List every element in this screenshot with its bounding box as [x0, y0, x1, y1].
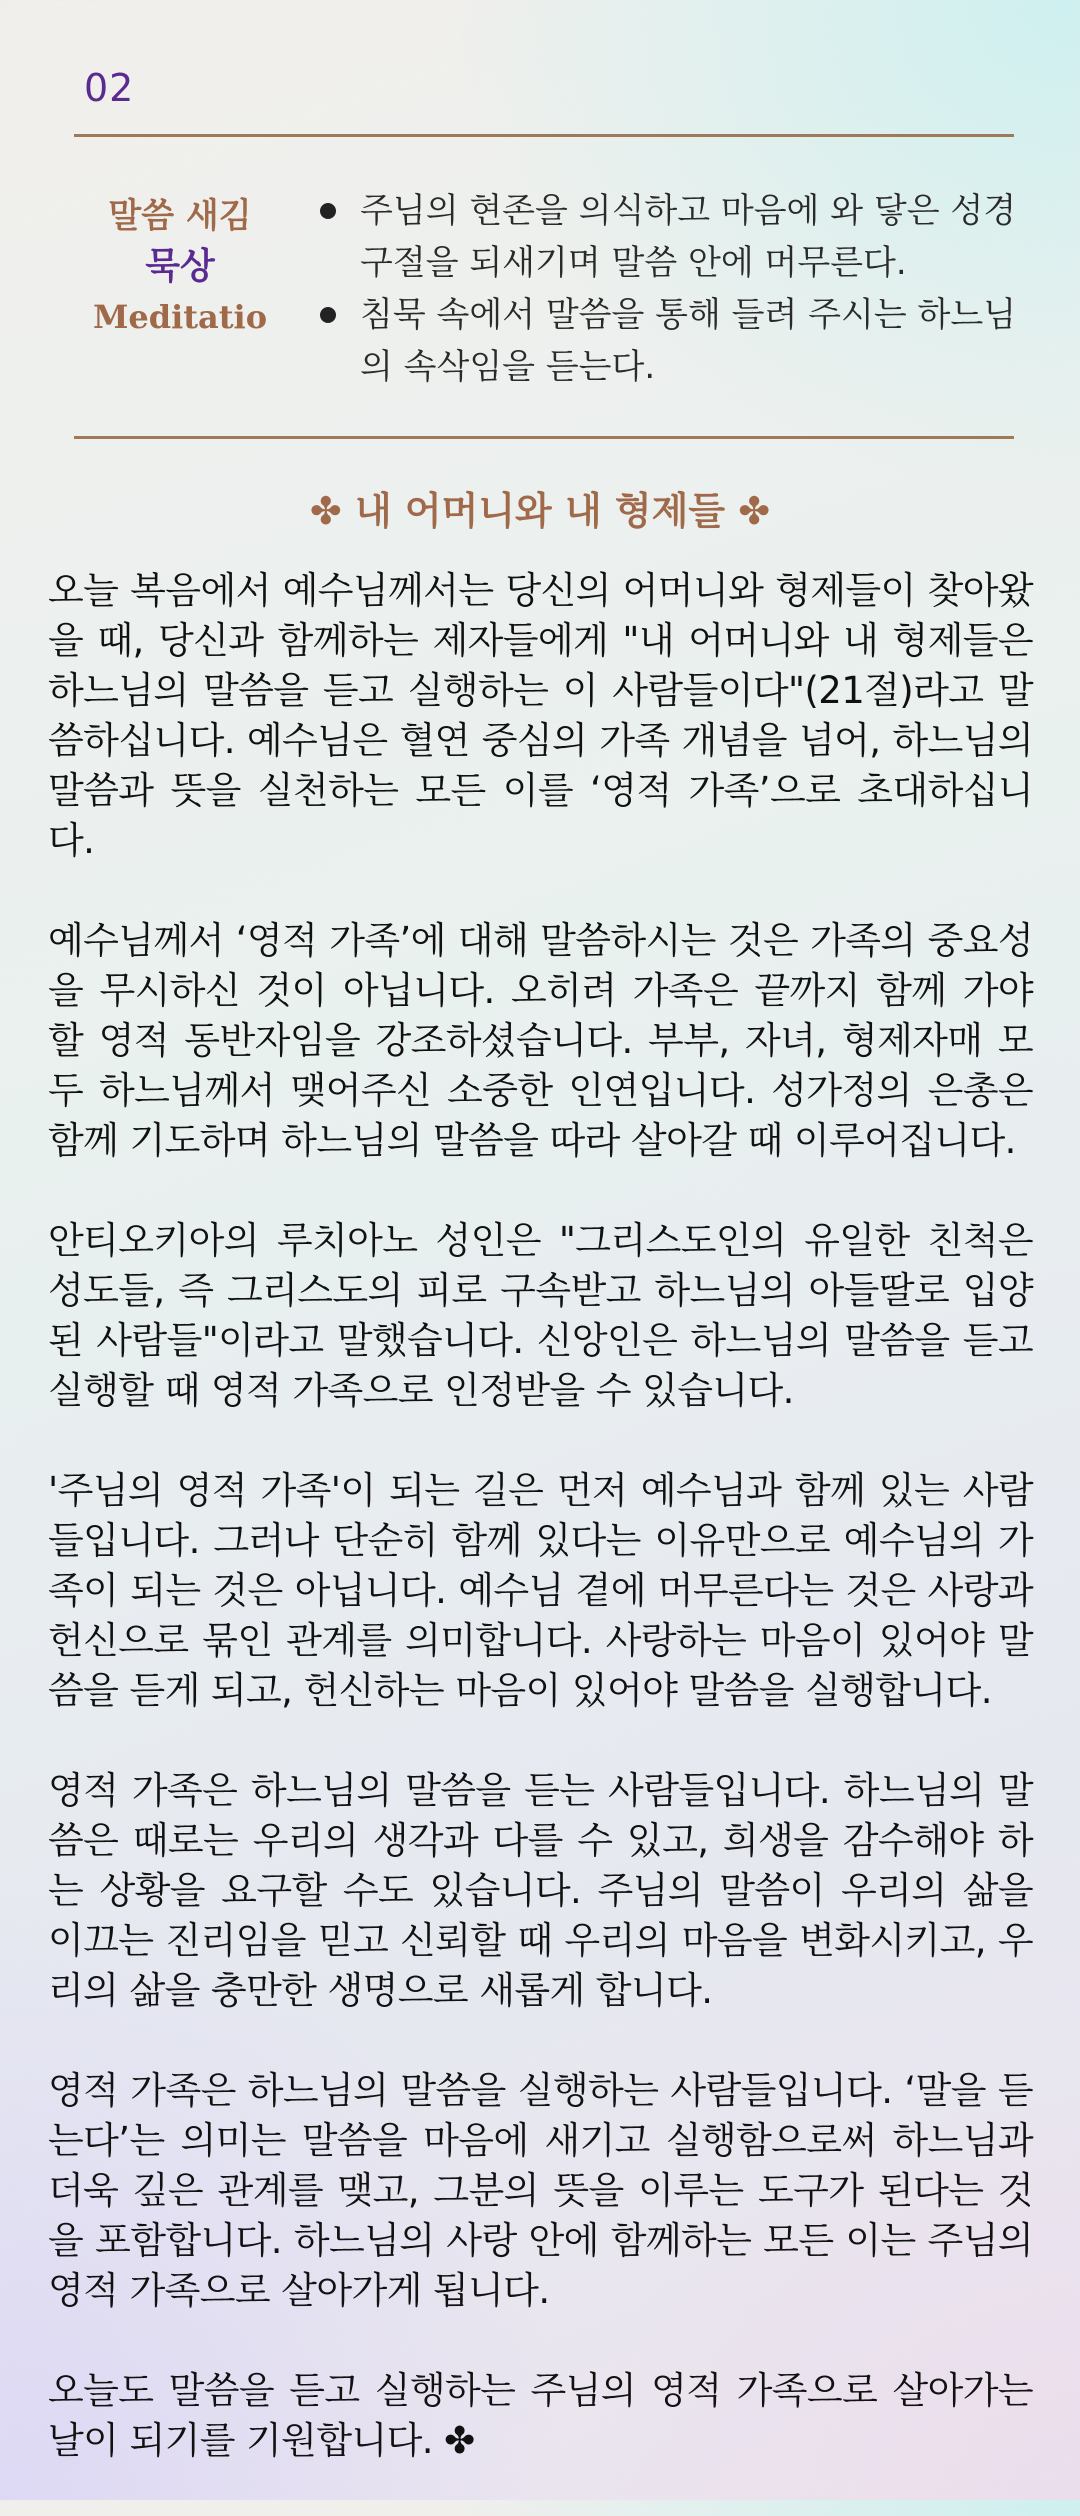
bullet-dot-icon [320, 307, 336, 323]
instruction-item [318, 185, 1018, 289]
divider-top [74, 134, 1014, 137]
instruction-text: 침묵 속에서 말씀을 통해 들려 주시는 하느님의 속삭임을 듣는다. [360, 295, 1017, 387]
clover-icon: ✤ [738, 489, 771, 533]
reflection-body [48, 566, 1033, 2516]
paragraph: 안티오키아의 루치아노 성인은 "그리스도인의 유일한 친척은 성도들, 즉 그리스도의 피로 구속받고 하느님의 아들딸로 입양된 사람들"이라고 말했습니다. 신앙인은 하느님의 말씀을 듣고 실행할 때 영적 가족으로 인정받을 수 있습니다. [48, 1219, 1033, 1412]
reflection-title: 내 어머니와 내 형제들 [354, 489, 726, 533]
step-label [70, 192, 290, 342]
clover-icon: ✤ [309, 489, 342, 533]
paragraph: 영적 가족은 하느님의 말씀을 실행하는 사람들입니다. ‘말을 듣는다’는 의미는 말씀을 마음에 새기고 실행함으로써 하느님과 더욱 깊은 관계를 맺고, 그분의 뜻을 이루는 도구가 된다는 것을 포함합니다. 하느님의 사랑 안에 함께하는 모든 이는 주님의 영적 가족으로 살아가게 됩니다. [48, 2069, 1033, 2312]
instruction-item [318, 289, 1018, 393]
closing-paragraph [48, 2366, 1033, 2466]
divider-bottom [74, 436, 1014, 439]
paragraph: 예수님께서 ‘영적 가족’에 대해 말씀하시는 것은 가족의 중요성을 무시하신 것이 아닙니다. 오히려 가족은 끝까지 함께 가야 할 영적 동반자임을 강조하셨습니다. 부부, 자녀, 형제자매 모두 하느님께서 맺어주신 소중한 인연입니다. 성가정의 은총은 함께 기도하며 하느님의 말씀을 따라 살아갈 때 이루어집니다. [48, 919, 1033, 1162]
instruction-text: 주님의 현존을 의식하고 마음에 와 닿은 성경구절을 되새기며 말씀 안에 머무른다. [360, 191, 1017, 283]
paragraph: 오늘 복음에서 예수님께서는 당신의 어머니와 형제들이 찾아왔을 때, 당신과 함께하는 제자들에게 "내 어머니와 내 형제들은 하느님의 말씀을 듣고 실행하는 이 사람들이다"(21절)라고 말씀하십니다. 예수님은 혈연 중심의 가족 개념을 넘어, 하느님의 말씀과 뜻을 실천하는 모든 이를 ‘영적 가족’으로 초대하십니다. [48, 569, 1033, 862]
reflection-heading [0, 480, 1080, 535]
bullet-dot-icon [320, 203, 336, 219]
step-korean-title: 말씀 새김 [108, 196, 252, 236]
section-number: 02 [84, 66, 135, 110]
step-korean-subtitle: 묵상 [145, 245, 215, 287]
instruction-list [318, 185, 1018, 393]
clover-icon: ✤ [444, 2419, 475, 2462]
paragraph: 영적 가족은 하느님의 말씀을 듣는 사람들입니다. 하느님의 말씀은 때로는 우리의 생각과 다를 수 있고, 희생을 감수해야 하는 상황을 요구할 수도 있습니다. 주님의 말씀이 우리의 삶을 이끄는 진리임을 믿고 신뢰할 때 우리의 마음을 변화시키고, 우리의 삶을 충만한 생명으로 새롭게 합니다. [48, 1769, 1033, 2012]
closing-text: 오늘도 말씀을 듣고 실행하는 주님의 영적 가족으로 살아가는 날이 되기를 기원합니다. [48, 2369, 1033, 2462]
paragraph: '주님의 영적 가족'이 되는 길은 먼저 예수님과 함께 있는 사람들입니다. 그러나 단순히 함께 있다는 이유만으로 예수님의 가족이 되는 것은 아닙니다. 예수님 곁에 머무른다는 것은 사랑과 헌신으로 묶인 관계를 의미합니다. 사랑하는 마음이 있어야 말씀을 듣게 되고, 헌신하는 마음이 있어야 말씀을 실행합니다. [48, 1469, 1033, 1712]
step-latin-title: Meditatio [92, 298, 268, 336]
